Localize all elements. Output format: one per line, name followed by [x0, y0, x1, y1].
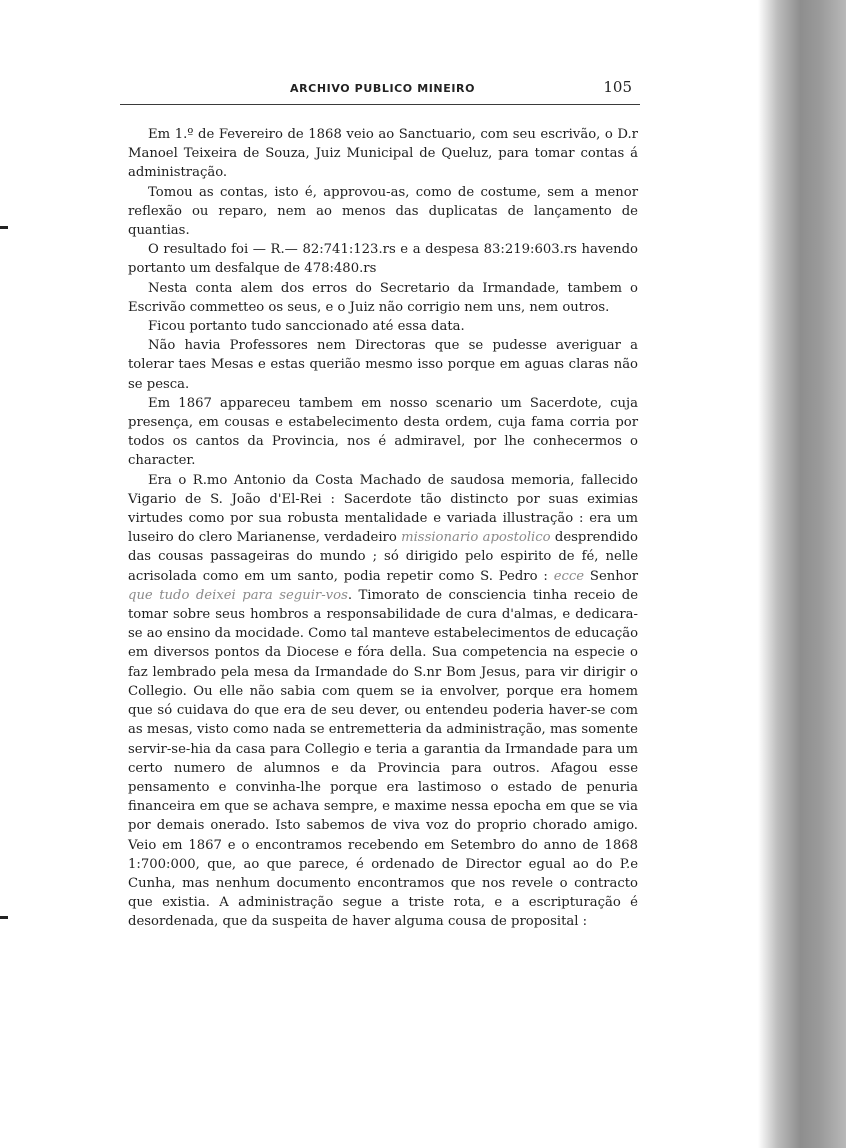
- paragraph-5: Ficou portanto tudo sanccionado até essa data.: [148, 319, 465, 335]
- margin-mark-lower: [0, 916, 8, 919]
- page-edge-shadow: [758, 0, 846, 1148]
- paragraph-8-text-d: . Timorato de consciencia tinha receio de tomar sobre seus hombros a responsabilidade de cura d'almas, e dedicara-se ao ensino da mocidade. Como tal manteve estabelecimentos de educação em diversos pontos da Diocese e fóra della. Sua competencia na especie o faz lembrado pela mesa da Irmandade do S.nr Bom Jesus, para vir dirigir o Collegio. Ou elle não sabia com quem se ia envolver, porque era homem que só cuidava do que era de seu dever, ou entendeu poderia haver-se com as mesas, visto como nada se entremetteria da administração, mas somente servir-se-hia da casa para Collegio e teria a garantia da Irmandade para um certo numero de alumnos e da Provincia para outros. Afagou esse pensamento e convinha-lhe porque era lastimoso o estado de penuria financeira em que se achava sempre, e maxime nessa epocha em que se via por demais onerado. Isto sabemos de viva voz do proprio chorado amigo. Veio em 1867 e o encontramos recebendo em Setembro do anno de 1868 1:700:000, que, ao que parece, é ordenado de Director egual ao do P.e Cunha, mas nenhum documento encontramos que nos revele o contracto que existia. A administração segue a triste rota, e a escripturação é desordenada, que da suspeita de haver alguma cousa de proposital :: [128, 587, 639, 930]
- body-text: [120, 125, 638, 932]
- paragraph-8-text-b: desprendido das cousas passageiras do mundo ; só dirigido pelo espirito de fé, nelle acrisolada como em um santo, podia repetir como S. Pedro :: [128, 530, 638, 584]
- paragraph-4: Nesta conta alem dos erros do Secretario da Irmandade, tambem o Escrivão commetteo os seus, e o Juiz não corrigio nem uns, nem outros.: [128, 280, 638, 315]
- paragraph-8-text-a: Era o R.mo Antonio da Costa Machado de saudosa memoria, fallecido Vigario de S. João d'El-Rei : Sacerdote tão distincto por suas eximias virtudes como por sua robusta mentalidade e variada illustração : era um luseiro do clero Marianense, verdadeiro: [128, 472, 638, 546]
- paragraph-8-text-c: Senhor: [584, 568, 638, 584]
- faded-phrase-ecce: ecce: [553, 568, 585, 584]
- page-number: 105: [603, 78, 632, 96]
- faded-phrase-seguir: que tudo deixei para seguir-vos: [128, 587, 348, 603]
- paragraph-2: Tomou as contas, isto é, approvou-as, como de costume, sem a menor reflexão ou reparo, nem ao menos das duplicatas de lançamento de quantias.: [128, 184, 638, 239]
- running-title: ARCHIVO PUBLICO MINEIRO: [290, 82, 476, 95]
- paragraph-1: Em 1.º de Fevereiro de 1868 veio ao Sanctuario, com seu escrivão, o D.r Manoel Teixeira de Souza, Juiz Municipal de Queluz, para tomar contas á administração.: [128, 127, 638, 181]
- page-header: [120, 70, 640, 105]
- paragraph-3: O resultado foi — R.— 82:741:123.rs e a despesa 83:219:603.rs havendo portanto um desfalque de 478:480.rs: [128, 242, 638, 277]
- paragraph-8: [128, 471, 638, 932]
- book-page: [120, 70, 640, 932]
- paragraph-6: Não havia Professores nem Directoras que se pudesse averiguar a tolerar taes Mesas e estas querião mesmo isso porque em aguas claras não se pesca.: [128, 338, 638, 392]
- paragraph-7: Em 1867 appareceu tambem em nosso scenario um Sacerdote, cuja presença, em cousas e estabelecimento desta ordem, cuja fama corria por todos os cantos da Provincia, nos é admiravel, por lhe conhecermos o character.: [128, 395, 638, 469]
- faded-phrase-missionario: missionario apostolico: [401, 530, 551, 546]
- margin-mark-upper: [0, 226, 8, 229]
